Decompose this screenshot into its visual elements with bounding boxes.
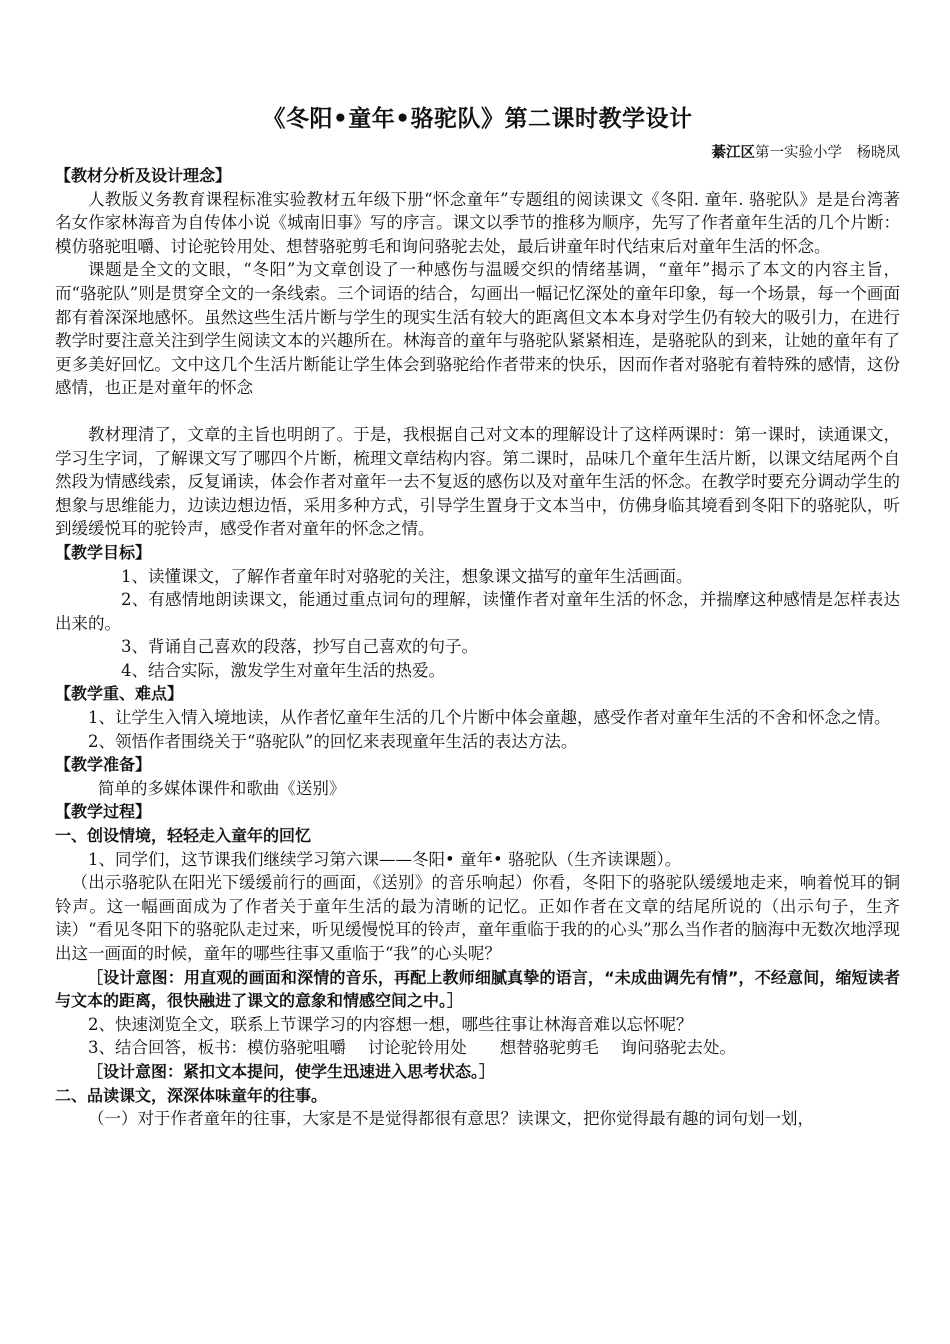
design-intent-1: ［设计意图：用直观的画面和深情的音乐，再配上教师细腻真挚的语言，“未成曲调先有情”，不经意间，缩短读者与文本的距离，很快融进了课文的意象和情感空间之中。］ xyxy=(55,967,900,1011)
preparation-text: 简单的多媒体课件和歌曲《送别》 xyxy=(97,778,346,798)
process-item-4: 3、结合回答，板书：模仿骆驼咀嚼 讨论驼铃用处 想替骆驼剪毛 询问骆驼去处。 xyxy=(88,1038,736,1058)
paragraph-analysis-3: 教材理清了，文章的主旨也明朗了。于是，我根据自己对文本的理解设计了这样两课时：第一课时，读通课文，学习生字词，了解课文写了哪四个片断，梳理文章结构内容。第二课时，品味几个童年生活片断，以课文结尾两个自然段为情感线索，反复诵读，体会作者对童年一去不复返的感伤以及对童年生活的怀念。在教学时要充分调动学生的想象与思维能力，边读边想边悟，采用多种方式，引导学生置身于文本当中，仿佛身临其境看到冬阳下的骆驼队，听到缓缓悦耳的驼铃声，感受作者对童年的怀念之情。 xyxy=(55,424,900,539)
paragraph-analysis-2: 课题是全文的文眼，“冬阳”为文章创设了一种感伤与温暖交织的情绪基调，“童年”揭示了本文的内容主旨，而“骆驼队”则是贯穿全文的一条线索。三个词语的结合，勾画出一幅记忆深处的童年印象，每一个场景，每一个画面都有着深深地感怀。虽然这些生活片断与学生的现实生活有较大的距离但文本本身对学生仍有较大的吸引力，在进行教学时要注意关注到学生阅读文本的兴趣所在。林海音的童年与骆驼队紧紧相连，是骆驼队的到来，让她的童年有了更多美好回忆。文中这几个生活片断能让学生体会到骆驼给作者带来的快乐，因而作者对骆驼有着特殊的感情，这份感情，也正是对童年的怀念 xyxy=(55,260,900,398)
keypoint-item-2: 2、领悟作者围绕关于“骆驼队”的回忆来表现童年生活的表达方法。 xyxy=(88,731,578,751)
document-page xyxy=(55,100,900,1131)
section-heading-process: 【教学过程】 xyxy=(55,802,152,822)
goal-item-2: 2、有感情地朗读课文，能通过重点词句的理解，读懂作者对童年生活的怀念，并揣摩这种感情是怎样表达出来的。 xyxy=(55,590,900,633)
process-item-3: 2、快速浏览全文，联系上节课学习的内容想一想，哪些往事让林海音难以忘怀呢？ xyxy=(88,1014,693,1034)
author-district: 綦江区 xyxy=(711,144,755,161)
goal-item-4: 4、结合实际，激发学生对童年生活的热爱。 xyxy=(121,660,445,680)
process-paragraph-2: （出示骆驼队在阳光下缓缓前行的画面，《送别》的音乐响起）你看，冬阳下的骆驼队缓缓地走来，响着悦耳的铜铃声。这一幅画面成为了作者关于童年生活的最为清晰的记忆。正如作者在文章的结尾所说的（出示句子，生齐读）“看见冬阳下的骆驼队走过来，听见缓慢悦耳的铃声，童年重临于我的的心头”那么当作者的脑海中无数次地浮现出这一画面的时候，童年的哪些往事又重临于“我”的心头呢？ xyxy=(55,873,900,963)
author-name: 第一实验小学 杨晓凤 xyxy=(755,145,900,161)
blank-line xyxy=(55,400,900,423)
document-title: 《冬阳•童年•骆驼队》第二课时教学设计 xyxy=(262,106,693,132)
author-line xyxy=(55,141,900,162)
step-heading-2: 二、品读课文，深深体味童年的往事。 xyxy=(55,1085,328,1105)
section-heading-goals: 【教学目标】 xyxy=(55,542,152,562)
goal-item-1: 1、读懂课文，了解作者童年时对骆驼的关注，想象课文描写的童年生活画面。 xyxy=(121,566,693,586)
design-intent-2: ［设计意图：紧扣文本提问，使学生迅速进入思考状态。］ xyxy=(87,1061,496,1081)
keypoint-item-1: 1、让学生入情入境地读，从作者忆童年生活的几个片断中体会童趣，感受作者对童年生活的不舍和怀念之情。 xyxy=(88,708,891,728)
section-heading-preparation: 【教学准备】 xyxy=(55,755,152,775)
paragraph-analysis-1: 人教版义务教育课程标准实验教材五年级下册“怀念童年”专题组的阅读课文《冬阳. 童年. 骆驼队》是是台湾著名女作家林海音为自传体小说《城南旧事》写的序言。课文以季节的推移为顺序，先写了作者童年生活的几个片断：模仿骆驼咀嚼、讨论驼铃用处、想替骆驼剪毛和询问骆驼去处，最后讲童年时代结束后对童年生活的怀念。 xyxy=(55,189,900,256)
step-heading-1: 一、创设情境，轻轻走入童年的回忆 xyxy=(55,826,312,846)
section-heading-keypoints: 【教学重、难点】 xyxy=(55,684,184,704)
process-item-5: （一）对于作者童年的往事，大家是不是觉得都很有意思？读课文，把你觉得最有趣的词句划一划， xyxy=(88,1109,814,1129)
process-item-1: 1、同学们，这节课我们继续学习第六课——冬阳• 童年• 骆驼队（生齐读课题）。 xyxy=(88,849,682,869)
section-heading-analysis: 【教材分析及设计理念】 xyxy=(55,166,232,185)
goal-item-3: 3、背诵自己喜欢的段落，抄写自己喜欢的句子。 xyxy=(121,637,478,657)
